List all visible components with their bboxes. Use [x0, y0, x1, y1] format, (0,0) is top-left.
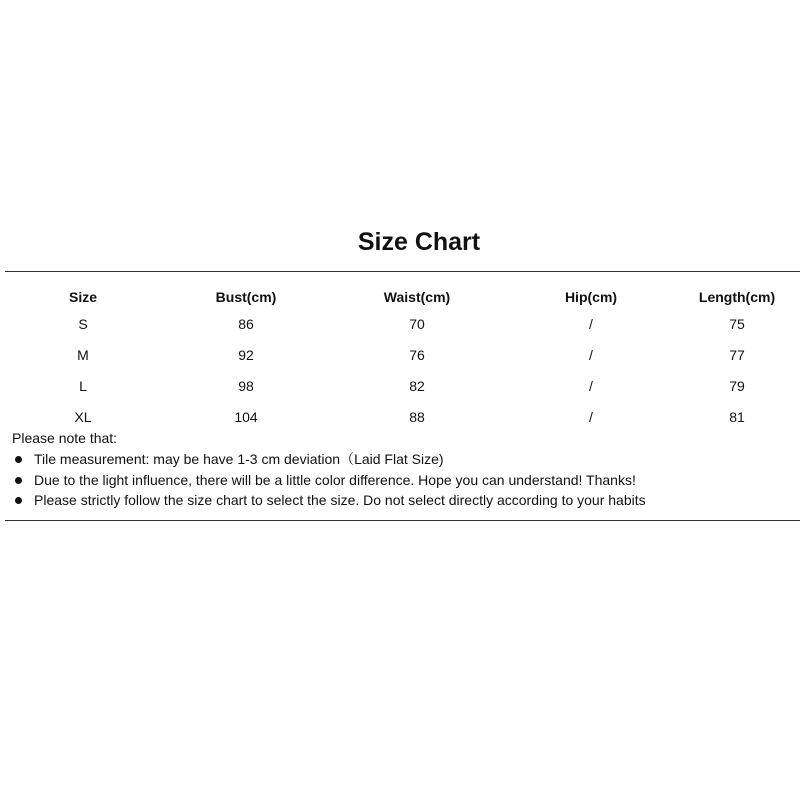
cell-length: 77 — [729, 347, 745, 363]
notes-section — [12, 428, 792, 509]
list-item — [12, 449, 792, 470]
cell-hip: / — [589, 316, 593, 332]
list-item — [12, 470, 792, 491]
header-bust: Bust(cm) — [215, 289, 277, 305]
list-item — [12, 491, 792, 509]
bullet-icon — [15, 477, 22, 484]
note-text: Due to the light influence, there will be a little color difference. Hope you can understand! Thanks! — [34, 472, 636, 488]
notes-intro: Please note that: — [12, 430, 118, 446]
cell-bust: 86 — [238, 316, 254, 332]
table-row — [0, 310, 800, 341]
bottom-divider — [5, 520, 800, 521]
cell-waist: 88 — [409, 409, 425, 425]
table-header-row — [0, 284, 800, 310]
cell-length: 79 — [729, 378, 745, 394]
cell-bust: 98 — [238, 378, 254, 394]
cell-size: L — [79, 378, 87, 394]
cell-waist: 70 — [409, 316, 425, 332]
cell-size: S — [78, 316, 88, 332]
header-length: Length(cm) — [698, 289, 776, 305]
note-text: Please strictly follow the size chart to select the size. Do not select directly according to your habits — [34, 492, 646, 508]
cell-length: 81 — [729, 409, 745, 425]
table-row — [0, 372, 800, 403]
cell-hip: / — [589, 378, 593, 394]
cell-size: XL — [74, 409, 92, 425]
cell-waist: 82 — [409, 378, 425, 394]
bullet-icon — [15, 497, 22, 504]
note-text: Tile measurement: may be have 1-3 cm deviation（Laid Flat Size) — [34, 451, 444, 467]
notes-list — [12, 449, 792, 509]
page-title: Size Chart — [357, 228, 481, 256]
header-waist: Waist(cm) — [383, 289, 451, 305]
bullet-icon — [15, 456, 22, 463]
top-divider — [5, 271, 800, 272]
size-table — [0, 284, 800, 434]
header-hip: Hip(cm) — [564, 289, 618, 305]
cell-size: M — [77, 347, 89, 363]
header-size: Size — [68, 289, 97, 305]
cell-hip: / — [589, 347, 593, 363]
cell-hip: / — [589, 409, 593, 425]
cell-bust: 104 — [234, 409, 258, 425]
cell-waist: 76 — [409, 347, 425, 363]
cell-length: 75 — [729, 316, 745, 332]
table-row — [0, 341, 800, 372]
cell-bust: 92 — [238, 347, 254, 363]
